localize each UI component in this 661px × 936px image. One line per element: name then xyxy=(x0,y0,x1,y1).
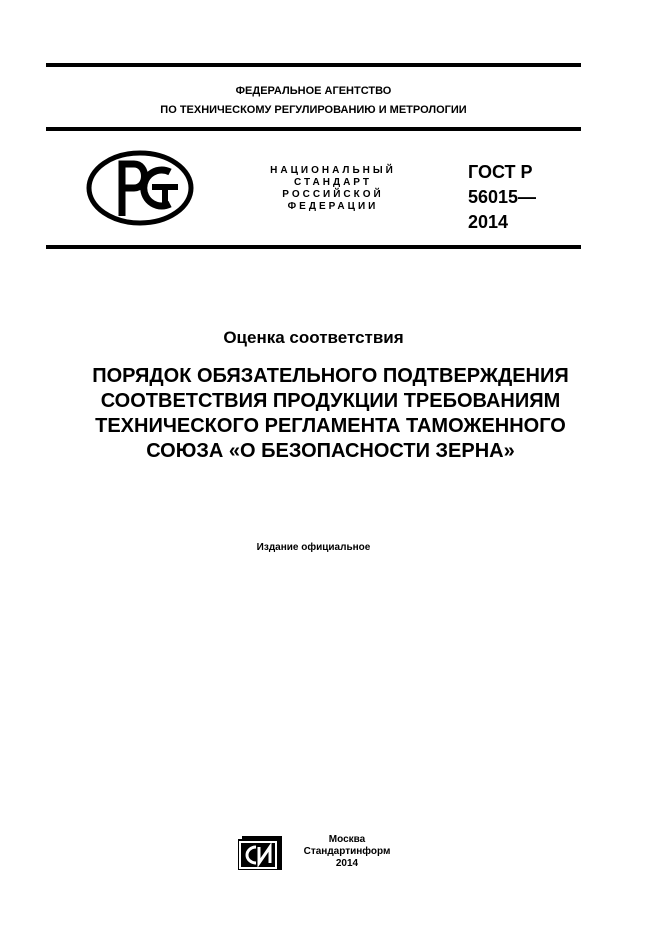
agency-line-1: ФЕДЕРАЛЬНОЕ АГЕНТСТВО xyxy=(235,85,392,97)
designation-line-1: ГОСТ Р xyxy=(468,162,533,182)
title-line-3: ТЕХНИЧЕСКОГО РЕГЛАМЕНТА ТАМОЖЕННОГО xyxy=(95,415,566,437)
bottom-header-rule xyxy=(46,245,581,249)
title-line-1: ПОРЯДОК ОБЯЗАТЕЛЬНОГО ПОДТВЕРЖДЕНИЯ xyxy=(92,365,569,387)
national-standard-line-4: ФЕДЕРАЦИИ xyxy=(287,201,379,212)
publisher-city: Москва xyxy=(328,834,366,845)
national-standard-line-3: РОССИЙСКОЙ xyxy=(282,189,384,200)
national-standard-line-2: СТАНДАРТ xyxy=(294,177,372,188)
publisher-name: Стандартинформ xyxy=(303,846,391,857)
document-title xyxy=(20,364,641,464)
agency-line-2: ПО ТЕХНИЧЕСКОМУ РЕГУЛИРОВАНИЮ И МЕТРОЛОГИИ xyxy=(160,104,467,116)
title-line-4: СОЮЗА «О БЕЗОПАСНОСТИ ЗЕРНА» xyxy=(146,440,515,462)
national-standard-line-1: НАЦИОНАЛЬНЫЙ xyxy=(270,165,396,176)
middle-rule xyxy=(46,127,581,131)
standard-designation xyxy=(468,160,536,235)
publisher-info xyxy=(292,834,402,870)
designation-line-2: 56015— xyxy=(468,187,537,207)
publisher-logo xyxy=(238,836,282,870)
title-line-2: СООТВЕТСТВИЯ ПРОДУКЦИИ ТРЕБОВАНИЯМ xyxy=(100,390,561,412)
edition-label: Издание официальное xyxy=(256,542,371,553)
rst-logo xyxy=(86,150,194,226)
agency-header xyxy=(46,82,581,120)
document-subtitle: Оценка соответствия xyxy=(223,328,404,347)
designation-line-3: 2014 xyxy=(468,212,509,232)
publisher-year: 2014 xyxy=(335,858,359,869)
national-standard-label xyxy=(258,165,408,213)
top-rule xyxy=(46,63,581,67)
